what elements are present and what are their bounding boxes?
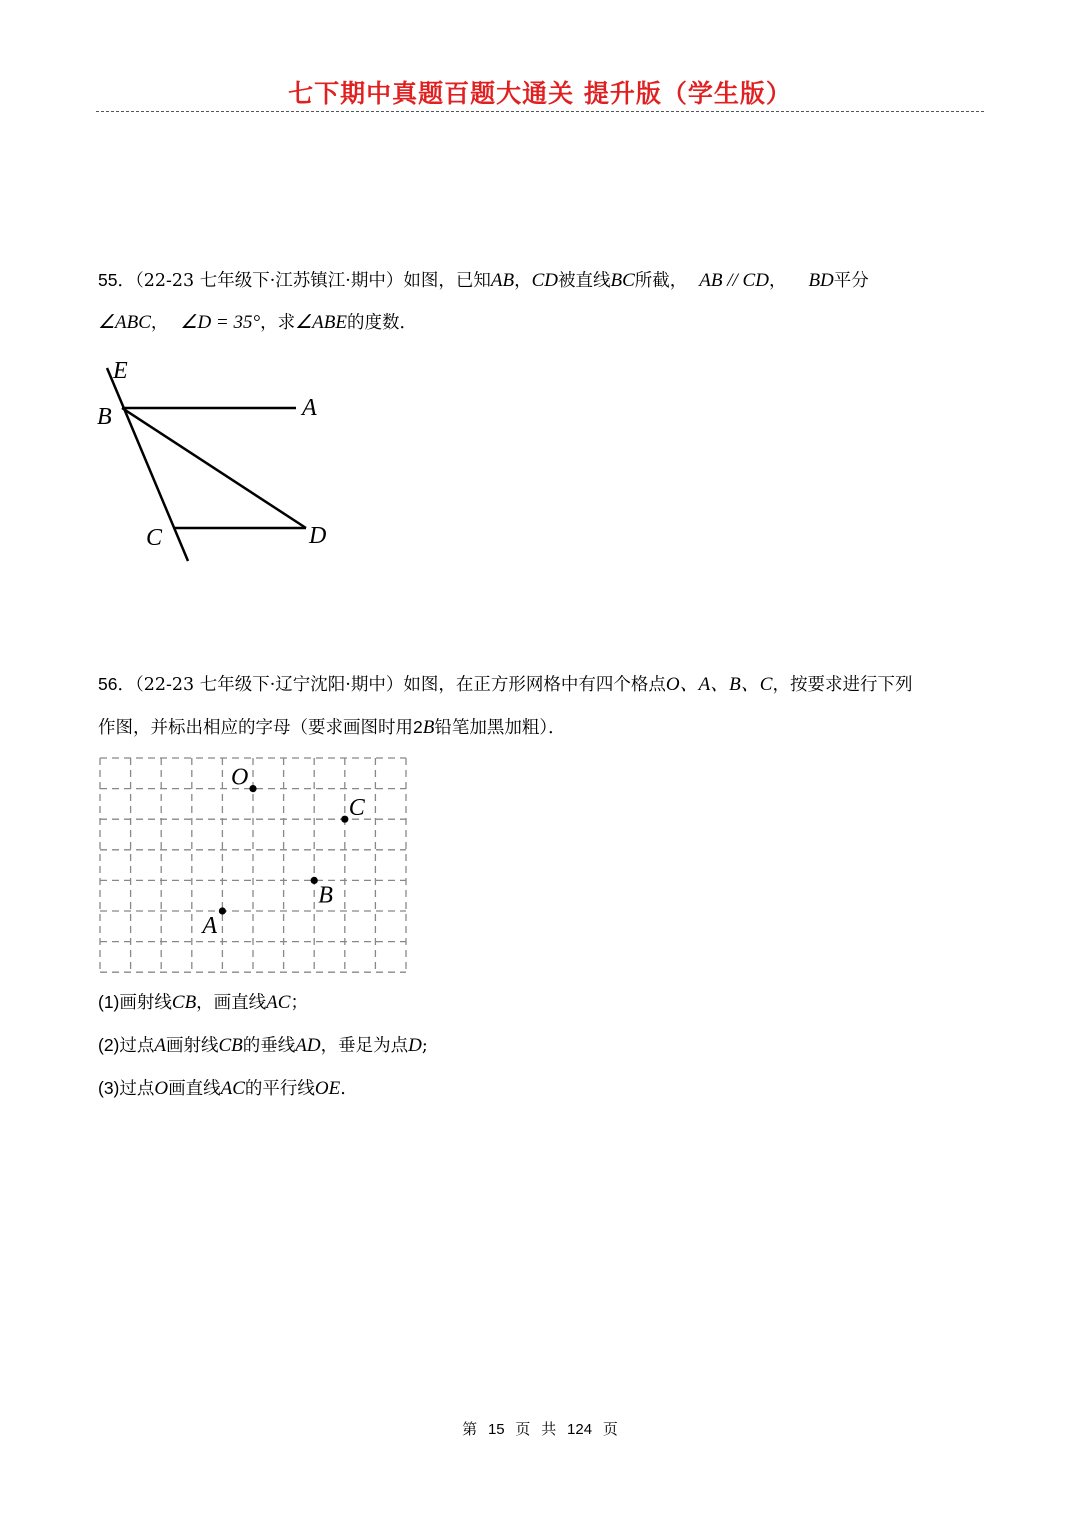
q56-number: 56． (98, 674, 135, 694)
q56-part-text: 画直线 (168, 1079, 221, 1099)
grid-point-b (311, 877, 318, 884)
page-header-title: 七下期中真题百题大通关 提升版（学生版） (288, 79, 792, 108)
q55-comma: ， (514, 271, 532, 291)
q55-line-1 (98, 268, 869, 293)
q55-text: ，求 (260, 313, 296, 333)
label-d: D (309, 523, 327, 549)
header-divider (96, 111, 984, 112)
q56-part-text: ，垂足为点 (320, 1036, 409, 1056)
q55-math-bc: BC (610, 270, 635, 291)
q56-part-text: 画射线 (119, 993, 172, 1013)
q55-line-2 (98, 311, 417, 335)
q56-part-text: 画射线 (166, 1036, 219, 1056)
grid-points (200, 765, 365, 939)
q55-math-ab: AB (490, 270, 515, 291)
q55-math-angle-abc: ∠ABC (98, 312, 151, 333)
footer-ye: 页 (515, 1420, 531, 1438)
q56-line-2 (98, 715, 566, 740)
grid-point-a (219, 907, 226, 914)
q56-part-text: ; (421, 1036, 428, 1056)
q56-line-1 (98, 672, 912, 697)
q55-number: 55． (98, 270, 135, 290)
q56-part-text: ； (290, 993, 308, 1013)
q55-source: （22-23 七年级下·江苏镇江·期中） (134, 271, 404, 291)
q56-part-text: 的垂线 (242, 1036, 296, 1056)
q56-text: ，按要求进行下列 (772, 675, 913, 695)
q56-part-label: (2) (98, 1035, 120, 1055)
q56-pencil-number: 2 (413, 717, 423, 737)
q55-text: 平分 (833, 271, 869, 291)
q56-part-text: 的平行线 (244, 1079, 315, 1099)
q55-math-angle-abe: ∠ABE (295, 312, 347, 333)
q56-grid-figure (94, 752, 414, 978)
q55-comma: ， (768, 271, 787, 291)
footer-page-number: 15 (487, 1421, 505, 1438)
q55-text: 的度数． (346, 313, 417, 333)
q55-math-parallel: AB // CD (699, 270, 769, 291)
q56-math-points: O、A、B、C (665, 674, 773, 695)
footer-total-pages: 124 (567, 1421, 593, 1438)
q56-part-math: AC (266, 992, 291, 1013)
grid-point-c (341, 816, 348, 823)
label-e: E (113, 358, 128, 384)
q55-math-cd: CD (531, 270, 558, 291)
grid-point-label-o: O (231, 764, 249, 791)
q55-text: 被直线 (557, 271, 611, 291)
grid-point-label-c: C (348, 795, 365, 822)
q55-text: 如图，已知 (403, 271, 491, 291)
q55-text: 所截， (634, 271, 688, 291)
q55-comma: ， (150, 313, 169, 333)
q56-part-text: 过点 (119, 1036, 155, 1056)
footer-ye: 页 (602, 1420, 618, 1438)
q56-part-label: (1) (98, 992, 120, 1012)
label-b: B (97, 404, 112, 430)
q56-part-math: O (154, 1078, 169, 1099)
q55-math-bd: BD (808, 270, 834, 291)
q56-part-3 (98, 1076, 346, 1101)
footer-gong: 共 (541, 1420, 557, 1438)
q55-figure (80, 350, 360, 580)
q56-part-math: A (154, 1035, 166, 1056)
q56-text: 作图，并标出相应的字母（要求画图时用 (98, 718, 413, 738)
q56-part-math: AC (220, 1078, 245, 1099)
label-c: C (146, 525, 163, 551)
q56-part-text: . (340, 1079, 346, 1099)
q56-text: 铅笔加黑加粗）． (434, 718, 566, 738)
q56-part-text: 过点 (119, 1079, 155, 1099)
q56-part-math: CB (171, 992, 197, 1013)
q56-part-label: (3) (98, 1078, 120, 1098)
q56-text: 如图，在正方形网格中有四个格点 (403, 675, 666, 695)
page-footer (0, 1418, 1080, 1439)
grid-point-label-b: B (318, 882, 333, 909)
label-a: A (302, 395, 317, 421)
q56-part-math: AD (295, 1035, 321, 1056)
footer-di: 第 (462, 1420, 478, 1438)
q56-pencil-b: B (422, 717, 435, 738)
q56-part-math: CB (218, 1035, 243, 1056)
q56-part-2 (98, 1033, 428, 1058)
q56-part-math: OE (314, 1078, 341, 1099)
q56-part-1 (98, 990, 308, 1015)
q56-source: （22-23 七年级下·辽宁沈阳·期中） (134, 675, 404, 695)
q55-math-angle-d: ∠D = 35° (180, 312, 261, 333)
grid-point-label-a: A (202, 913, 218, 939)
q56-part-math: D (408, 1035, 422, 1056)
q56-part-text: ，画直线 (196, 993, 267, 1013)
grid-point-o (249, 785, 256, 792)
